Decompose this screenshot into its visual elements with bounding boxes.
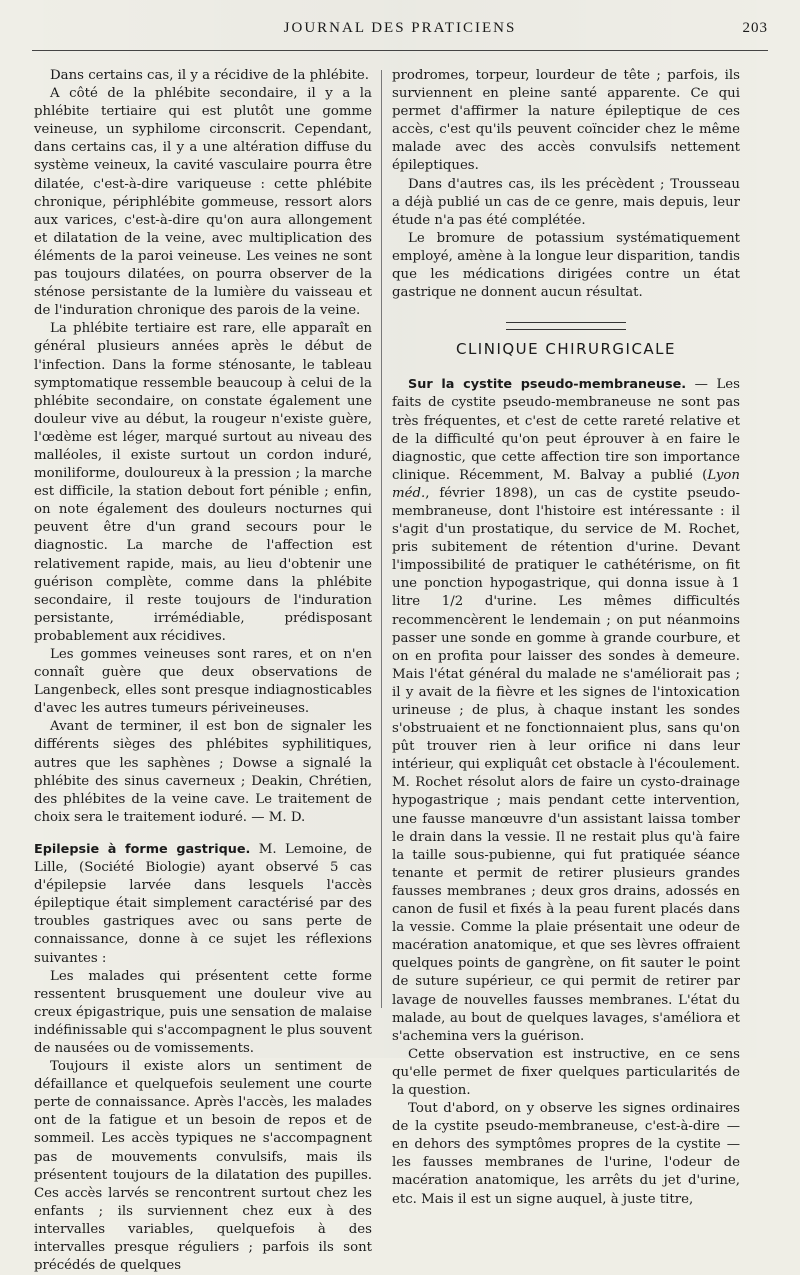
right-column — [392, 67, 740, 1207]
paragraph: Dans certains cas, il y a récidive de la phlébite. — [50, 68, 370, 83]
page-number: 203 — [742, 20, 768, 36]
paragraph: Avant de terminer, il est bon de signaler les différents sièges des phlébites syphilitiques, autres que les saphènes ; Dowse a signalé la phlébite des sinus caverneux ; Deakin, Chrétien, des phlébites de la veine cave. Le traitement de choix sera le traitement ioduré. — M. D. — [34, 719, 372, 825]
section-heading: CLINIQUE CHIRURGICALE — [455, 340, 677, 359]
article-cystite — [392, 376, 740, 1045]
paragraph: Toujours il existe alors un sentiment de défaillance et quelquefois seulement une courte perte de connaissance. Après l'accès, les malades ont de la fatigue et un besoin de repos et de sommeil. Les accès typiques ne s'accompagnent pas de mouvements convulsifs, mais ils présentent toujours de la dilatation des pupilles. Ces accès larvés se rencontrent surtout chez les enfants ; ils surviennent chez eux à des intervalles variables, quelquefois à des intervalles presque réguliers ; parfois ils sont précédés de quelques — [34, 1059, 372, 1274]
article-title: Epilepsie à forme gastrique. — [34, 841, 251, 857]
header-rule — [32, 50, 768, 51]
paragraph: Cette observation est instructive, en ce sens qu'elle permet de fixer quelques particularités de la question. — [392, 1046, 740, 1098]
journal-title: JOURNAL DES PRATICIENS — [283, 20, 517, 36]
article-epilepsie — [34, 841, 372, 968]
citation: Lyon méd. — [392, 467, 740, 501]
paragraph: Dans d'autres cas, ils les précèdent ; Trousseau a déjà publié un cas de ce genre, mais depuis, leur étude n'a pas été complétée. — [392, 176, 740, 228]
paragraph: Le bromure de potassium systématiquement employé, amène à la longue leur disparition, tandis que les médications dirigées contre un état gastrique ne donnent aucun résultat. — [392, 230, 740, 301]
column-divider — [381, 70, 382, 1008]
running-header — [20, 14, 780, 54]
paragraph: Les gommes veineuses sont rares, et on n'en connaît guère que deux observations de Langenbeck, elles sont presque indiagnosticables d'avec les autres tumeurs périveineuses. — [34, 647, 372, 717]
paragraph: Tout d'abord, on y observe les signes ordinaires de la cystite pseudo-membraneuse, c'est-à-dire — en dehors des symptômes propres de la cystite — les fausses membranes de l'urine, l'odeur de macération anatomique, les arrêts du jet d'urine, etc. Mais il est un signe auquel, à juste titre, — [392, 1101, 740, 1207]
paragraph: La phlébite tertiaire est rare, elle apparaît en général plusieurs années après le début de l'infection. Dans la forme sténosante, le tableau symptomatique ressemble beaucoup à celui de la phlébite secondaire, on constate également une douleur vive au début, la rougeur n'existe guère, l'œdème est léger, marqué surtout au niveau des malléoles, il existe surtout un cordon induré, moniliforme, douloureux à la pression ; la marche est difficile, la station debout fort pénible ; enfin, on note également des douleurs nocturnes qui peuvent être d'un grand secours pour le diagnostic. La marche de l'affection est relativement rapide, mais, au lieu d'obtenir une guérison complète, comme dans la phlébite secondaire, il reste toujours de l'induration persistante, irrémédiable, prédisposant probablement aux récidives. — [34, 321, 372, 644]
paragraph: A côté de la phlébite secondaire, il y a la phlébite tertiaire qui est plutôt une gomme veineuse, un syphilome circonscrit. Cependant, dans certains cas, il y a une altération diffuse du système veineux, la cavité vasculaire pourra être dilatée, c'est-à-dire variqueuse : cette phlébite chronique, périphlébite gommeuse, ressort alors aux varices, c'est-à-dire qu'on aura allongement et dilatation de la veine, avec multiplication des éléments de la paroi veineuse. Les veines ne sont pas toujours dilatées, on pourra observer de la sténose persistante de la lumière du vaisseau et de l'induration chronique des parois de la veine. — [34, 86, 372, 319]
paragraph: prodromes, torpeur, lourdeur de tête ; parfois, ils surviennent en pleine santé apparente. Ce qui permet d'affirmer la nature épileptique de ces accès, c'est qu'ils peuvent coïncider chez le même malade avec des accès convulsifs nettement épileptiques. — [392, 68, 740, 174]
paragraph: Les malades qui présentent cette forme ressentent brusquement une douleur vive au creux épigastrique, puis une sensation de malaise indéfinissable qui s'accompagnent le plus souvent de nausées ou de vomissements. — [34, 968, 372, 1056]
section-ornament — [506, 322, 626, 330]
left-column — [34, 67, 372, 1274]
article-text: M. Lemoine, de Lille, (Société Biologie) ayant observé 5 cas d'épilepsie larvée dans lesquels l'accès épileptique était simplement caractérisé par des troubles gastriques avec ou sans perte de connaissance, donne à ce sujet les réflexions suivantes : — [34, 841, 372, 966]
article-title: Sur la cystite pseudo-membraneuse. — [408, 377, 687, 393]
article-text: — Les faits de cystite pseudo-membraneuse ne sont pas très fréquentes, et c'est de cette rareté relative et de la difficulté qu'on peut éprouver à en faire le diagnostic, que cette affection tire son importance clinique. Récemment, M. Balvay a publié ( — [392, 377, 740, 483]
article-text: , février 1898), un cas de cystite pseudo-membraneuse, dont l'histoire est intéressante : il s'agit d'un prostatique, du service de M. Rochet, pris subitement de rétention d'urine. Devant l'impossibilité de pratiquer le cathétérisme, on fit une ponction hypogastrique, qui donna issue à 1 litre 1/2 d'urine. Les mêmes difficultés recommencèrent le lendemain ; on put néanmoins passer une sonde en gomme à grande courbure, et on en profita pour laisser des sondes à demeure. Mais l'état général du malade ne s'améliorait pas ; il y avait de la fièvre et les signes de l'intoxication urineuse ; de plus, à chaque instant les sondes s'obstruaient et ne fonctionnaient plus, sans qu'on pût trouver rien à leur orifice ni dans leur intérieur, qui expliquât cet obstacle à l'écoulement. M. Rochet résolut alors de faire un cysto-drainage hypogastrique ; mais pendant cette intervention, une fausse manœuvre d'un assistant laissa tomber le drain dans la vessie. Il ne restait plus qu'à faire la taille sous-pubienne, qui fut pratiquée séance tenante et permit de retirer plusieurs grandes fausses membranes ; deux gros drains, adossés en canon de fusil et fixés à la peau furent placés dans la vessie. Comme la plaie présentait une odeur de macération anatomique, et que ses lèvres offraient quelques points de gangrène, on fit sauter le point de suture supérieur, ce qui permit de retirer par lavage de nouvelles fausses membranes. L'état du malade, au bout de quelques lavages, s'améliora et s'achemina vers la guérison. — [392, 485, 740, 1044]
